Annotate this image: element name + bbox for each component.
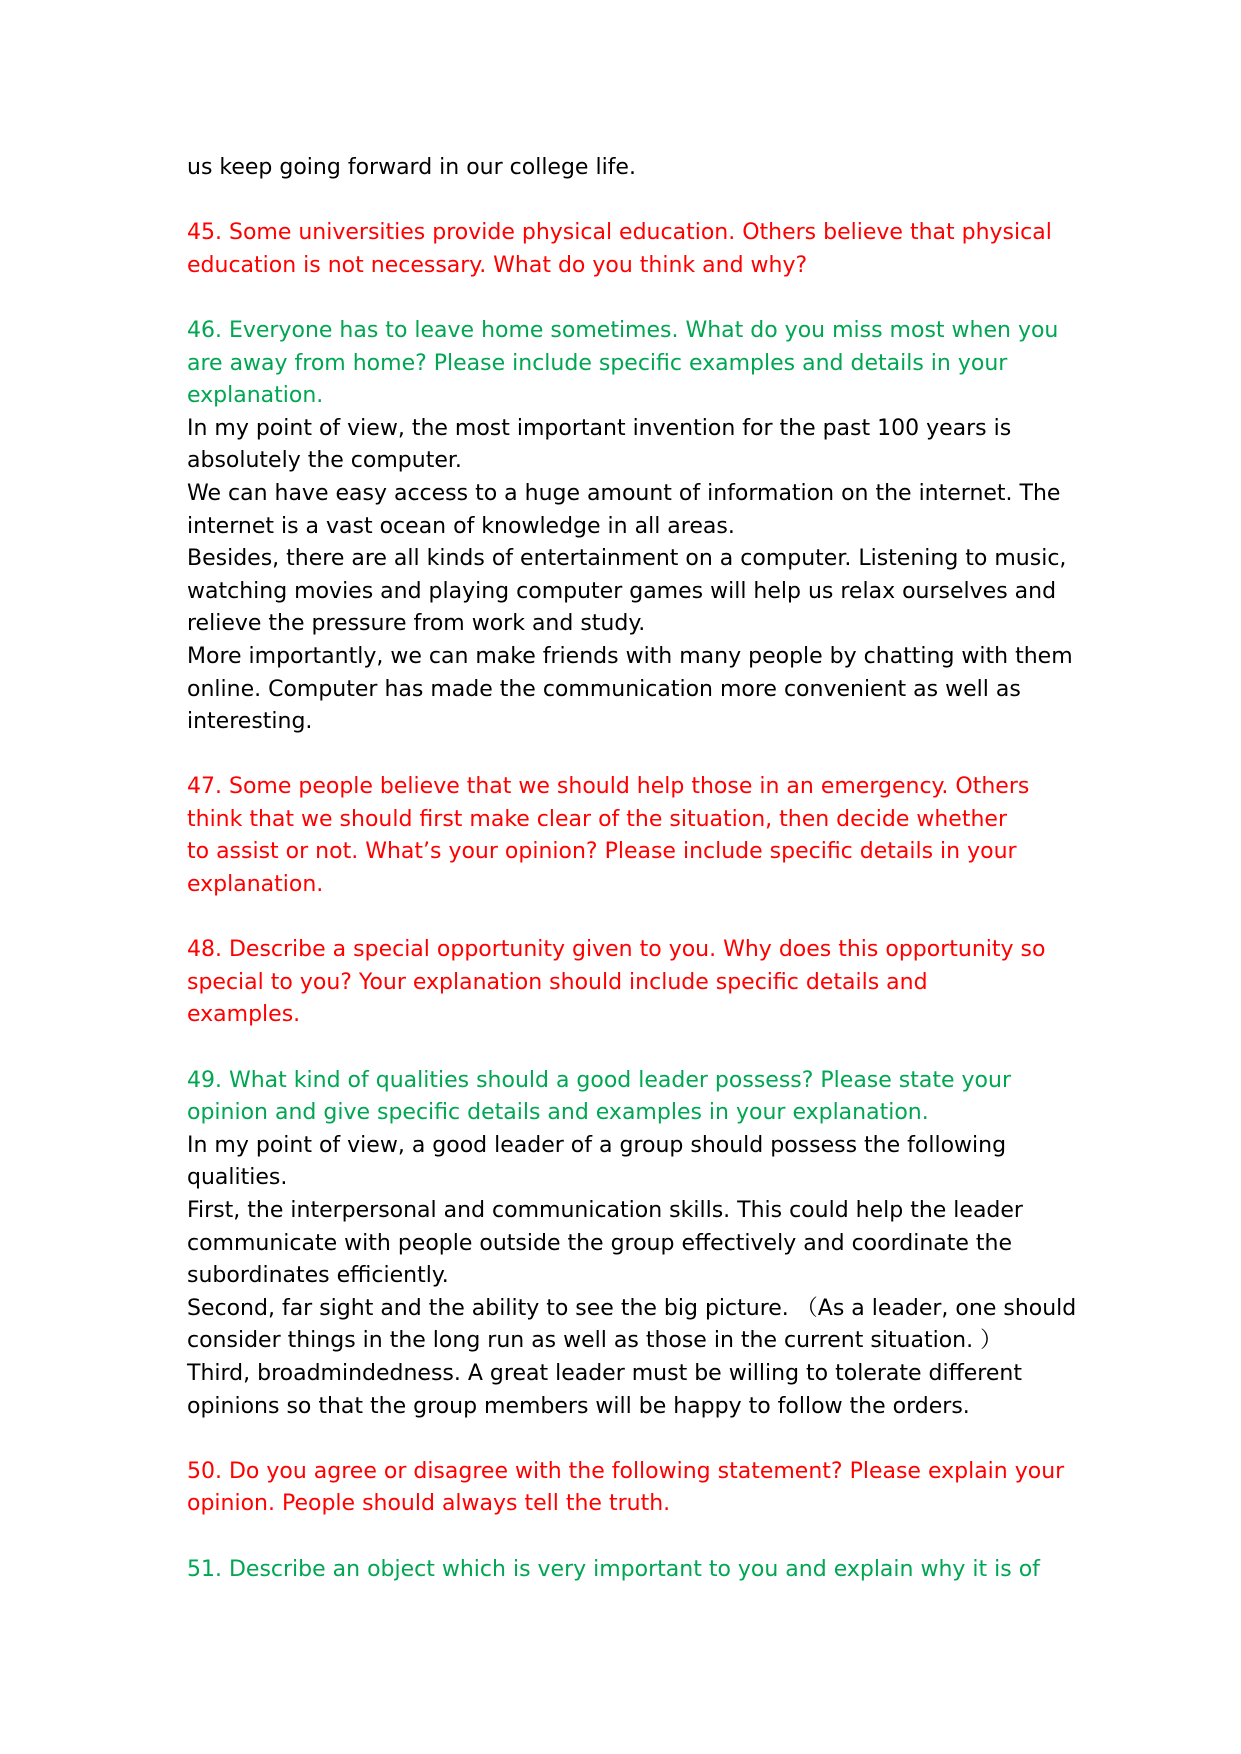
text-line: Second, far sight and the ability to see the big picture. （As a leader, one should [187,1295,1077,1321]
text-line: to assist or not. What’s your opinion? Please include specific details in your [187,839,1017,865]
answer-text-continuation [187,152,1087,185]
text-line: 45. Some universities provide physical education. Others believe that physical [187,220,1052,246]
text-line: 49. What kind of qualities should a good leader possess? Please state your [187,1067,1011,1093]
text-line: opinion. People should always tell the truth. [187,1491,671,1517]
spacer [187,739,1087,772]
text-line: examples. [187,1002,301,1028]
text-line: In my point of view, the most important invention for the past 100 years is [187,415,1012,441]
spacer [187,902,1087,935]
answer-49 [187,1130,1087,1423]
question-49 [187,1065,1087,1130]
text-line: More importantly, we can make friends with many people by chatting with them [187,643,1073,669]
question-46 [187,315,1087,413]
text-line: special to you? Your explanation should include specific details and [187,969,928,995]
text-line: interesting. [187,709,313,735]
question-45 [187,217,1087,282]
text-line: 46. Everyone has to leave home sometimes. What do you miss most when you [187,317,1059,343]
text-line: internet is a vast ocean of knowledge in all areas. [187,513,735,539]
text-line: subordinates efficiently. [187,1263,449,1289]
text-line: 48. Describe a special opportunity given to you. Why does this opportunity so [187,937,1046,963]
text-line: Third, broadmindedness. A great leader must be willing to tolerate different [187,1360,1022,1386]
text-line: First, the interpersonal and communication skills. This could help the leader [187,1198,1023,1223]
spacer [187,1032,1087,1065]
text-line: qualities. [187,1165,288,1191]
text-line: opinions so that the group members will be happy to follow the orders. [187,1393,970,1419]
text-line: online. Computer has made the communication more convenient as well as [187,676,1021,702]
text-line: relieve the pressure from work and study. [187,611,646,637]
question-51 [187,1554,1087,1587]
text-line: us keep going forward in our college life. [187,155,636,180]
text-line: explanation. [187,872,324,898]
text-line: 50. Do you agree or disagree with the following statement? Please explain your [187,1458,1065,1484]
text-line: watching movies and playing computer games will help us relax ourselves and [187,578,1057,604]
text-line: consider things in the long run as well as those in the current situation. ） [187,1328,1003,1354]
spacer [187,1423,1087,1456]
text-line: 47. Some people believe that we should help those in an emergency. Others [187,774,1030,800]
text-line: explanation. [187,383,324,409]
text-line: Besides, there are all kinds of entertainment on a computer. Listening to music, [187,546,1067,572]
text-line: 51. Describe an object which is very important to you and explain why it is of [187,1556,1040,1582]
text-line: education is not necessary. What do you think and why? [187,252,808,278]
text-line: think that we should first make clear of the situation, then decide whether [187,806,1007,832]
text-line: absolutely the computer. [187,448,462,474]
spacer [187,1521,1087,1554]
answer-46 [187,413,1087,739]
question-47 [187,771,1087,901]
spacer [187,282,1087,315]
text-line: opinion and give specific details and examples in your explanation. [187,1100,929,1126]
spacer [187,185,1087,218]
document-page [187,152,1087,1586]
question-50 [187,1456,1087,1521]
text-line: are away from home? Please include specific examples and details in your [187,350,1008,376]
text-line: We can have easy access to a huge amount of information on the internet. The [187,480,1061,506]
text-line: In my point of view, a good leader of a group should possess the following [187,1132,1007,1158]
text-line: communicate with people outside the group effectively and coordinate the [187,1230,1013,1256]
question-48 [187,934,1087,1032]
